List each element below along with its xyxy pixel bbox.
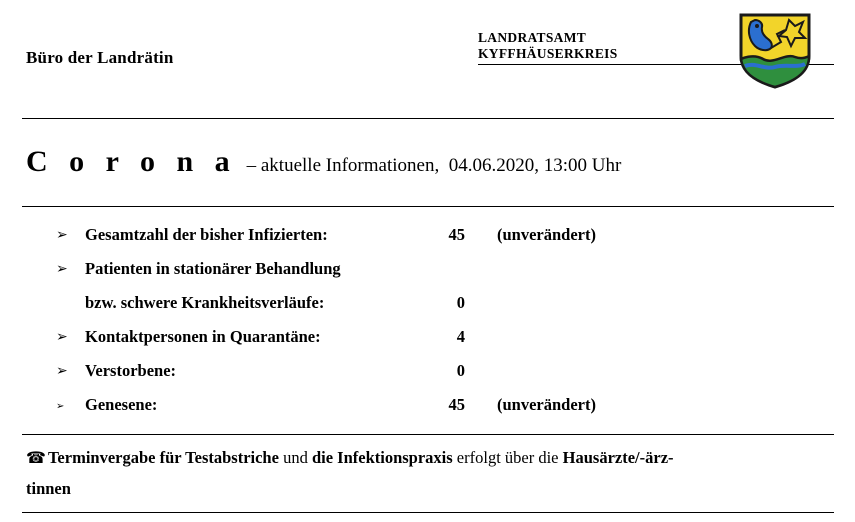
document-header bbox=[0, 0, 855, 100]
list-item-value: 45 bbox=[448, 395, 465, 414]
office-title: Büro der Landrätin bbox=[26, 48, 174, 67]
list-item bbox=[0, 395, 855, 429]
list-item-label: Verstorbene: bbox=[85, 361, 177, 380]
list-item-label: Genesene: bbox=[85, 395, 158, 414]
authority-line-1: LANDRATSAMT bbox=[478, 30, 587, 45]
page-title bbox=[26, 145, 621, 179]
list-item bbox=[0, 225, 855, 259]
arrow-bullet-icon: ➢ bbox=[56, 363, 68, 379]
arrow-bullet-icon: ➢ bbox=[56, 401, 65, 412]
arrow-bullet-icon: ➢ bbox=[56, 227, 68, 243]
footer-part-1: Terminvergabe für Testabstriche bbox=[47, 448, 279, 467]
list-item bbox=[0, 361, 855, 395]
divider-above-footer bbox=[22, 434, 834, 435]
title-corona: C o r o n a bbox=[26, 145, 237, 178]
list-item-value: 0 bbox=[456, 293, 465, 312]
divider-top bbox=[22, 118, 834, 119]
divider-bottom bbox=[22, 512, 834, 513]
list-item bbox=[0, 327, 855, 361]
footer-part-5: Hausärzte/-ärz- bbox=[562, 448, 674, 467]
list-item-label: Patienten in stationärer Behandlung bbox=[85, 259, 341, 278]
footer-part-3: die Infektionspraxis bbox=[311, 448, 453, 467]
list-item-note: (unverändert) bbox=[497, 395, 596, 414]
divider-under-title bbox=[22, 206, 834, 207]
authority-line-2: KYFFHÄUSERKREIS bbox=[478, 46, 618, 62]
telephone-icon: ☎ bbox=[26, 448, 46, 467]
footer-part-2: und bbox=[278, 448, 312, 467]
list-item-continuation bbox=[0, 293, 855, 327]
coat-of-arms-icon bbox=[737, 12, 813, 90]
authority-block bbox=[478, 30, 618, 63]
arrow-bullet-icon: ➢ bbox=[56, 261, 68, 277]
statistics-list bbox=[0, 225, 855, 429]
footer-part-4: erfolgt über die bbox=[452, 448, 563, 467]
list-item-label: Gesamtzahl der bisher Infizierten: bbox=[85, 225, 328, 244]
title-subtitle: – aktuelle Informationen, 04.06.2020, 13:00 Uhr bbox=[246, 155, 622, 176]
list-item-note: (unverändert) bbox=[497, 225, 596, 244]
footer-part-6: tinnen bbox=[26, 478, 71, 498]
list-item-label: bzw. schwere Krankheitsverläufe: bbox=[85, 293, 325, 312]
list-item-value: 0 bbox=[456, 361, 465, 380]
footer-note bbox=[26, 443, 826, 504]
list-item-value: 45 bbox=[448, 225, 465, 244]
list-item-label: Kontaktpersonen in Quarantäne: bbox=[85, 327, 321, 346]
arrow-bullet-icon: ➢ bbox=[56, 329, 68, 345]
list-item-value: 4 bbox=[456, 327, 465, 346]
list-item bbox=[0, 259, 855, 293]
